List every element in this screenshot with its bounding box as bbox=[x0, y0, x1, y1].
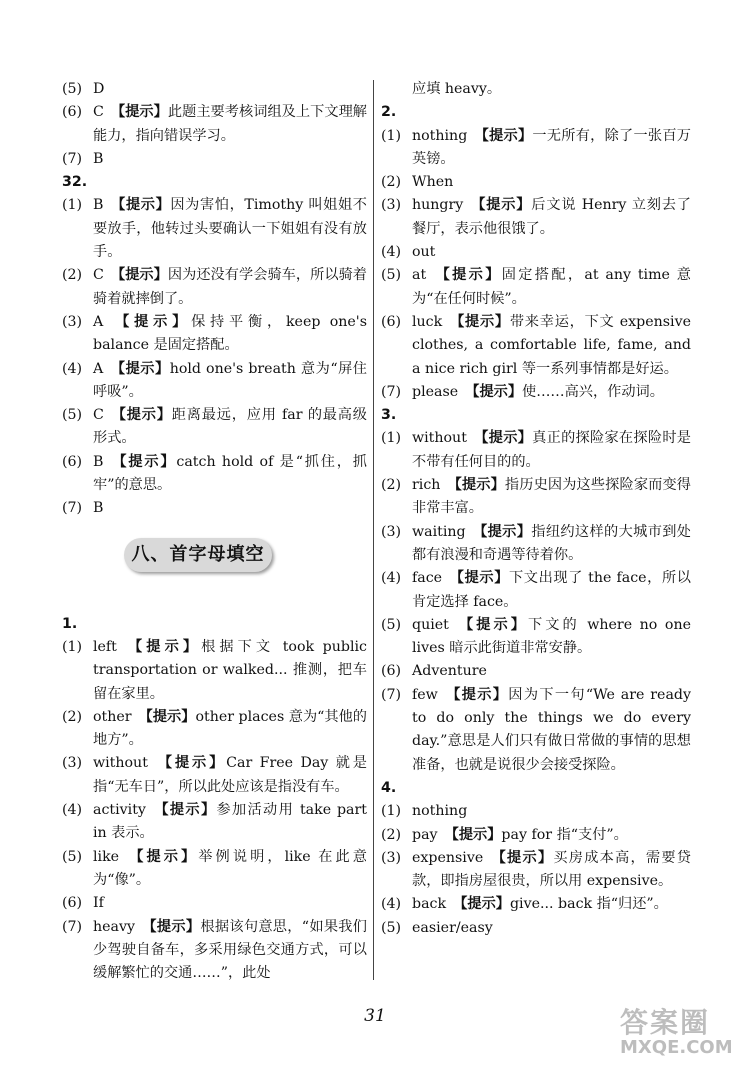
answer-body bbox=[412, 427, 691, 474]
tip-text: Car Free Day 就是指“无车日”，所以此处应该是指没有车。 bbox=[93, 755, 367, 795]
tip-text: 因为下一句“We are ready to do only the things we do every day.”意思是人们只有做日常做的事情的思想准备，也就是说很少会接受探险。 bbox=[412, 686, 691, 773]
answer-number: (4) bbox=[381, 244, 402, 261]
answer-value: luck bbox=[412, 313, 443, 330]
answer-number: (4) bbox=[381, 570, 402, 587]
answer-body bbox=[412, 125, 691, 172]
answer-body bbox=[412, 521, 691, 568]
tip-text: 一无所有，除了一张百万英镑。 bbox=[412, 127, 691, 167]
answer-body bbox=[93, 194, 367, 264]
answer-value: face bbox=[412, 570, 443, 587]
answer-item bbox=[381, 660, 691, 683]
answer-body bbox=[412, 474, 691, 521]
watermark-logo-text: 答案圈 bbox=[620, 1006, 711, 1039]
answer-number: (7) bbox=[381, 686, 402, 703]
tip-label: 【提示】 bbox=[110, 453, 177, 470]
answer-number: (5) bbox=[62, 848, 83, 865]
answer-number: (1) bbox=[62, 197, 83, 214]
answer-number: (6) bbox=[62, 895, 83, 912]
tip-text: 指历史因为这些探险家而变得非常丰富。 bbox=[412, 477, 691, 517]
answer-value: pay bbox=[412, 826, 438, 843]
answer-number: (6) bbox=[62, 453, 83, 470]
tip-text: 下文的 where no one lives 暗示此街道非常安静。 bbox=[412, 616, 691, 657]
answer-number: (7) bbox=[381, 383, 402, 400]
answer-value: rich bbox=[412, 477, 441, 494]
answer-number: (7) bbox=[62, 500, 83, 517]
tip-text: pay for 指“支付”。 bbox=[501, 826, 628, 843]
passage-2-answers bbox=[381, 125, 691, 405]
answer-body bbox=[412, 311, 691, 381]
answer-number: (5) bbox=[381, 616, 402, 633]
answer-item bbox=[381, 311, 691, 381]
tip-label: 【提示】 bbox=[449, 570, 509, 587]
answer-body bbox=[412, 893, 691, 916]
tip-label: 【提示】 bbox=[474, 430, 533, 447]
answer-item bbox=[381, 427, 691, 474]
tip-label: 【提示】 bbox=[470, 197, 532, 214]
passage-3-answers bbox=[381, 427, 691, 776]
tip-text: 指纽约这样的大城市到处都有浪漫和奇遇等待着你。 bbox=[412, 523, 691, 563]
answer-body bbox=[93, 916, 367, 986]
answer-item bbox=[62, 404, 367, 451]
answer-number: (4) bbox=[62, 360, 83, 377]
answer-number: (6) bbox=[381, 313, 402, 330]
tip-label: 【提示】 bbox=[444, 686, 509, 703]
answer-number: (2) bbox=[62, 708, 83, 725]
answer-item bbox=[62, 148, 367, 171]
answer-item bbox=[62, 752, 367, 799]
tip-text: 此题主要考核词组及上下文理解能力，指向错误学习。 bbox=[93, 104, 367, 144]
answer-item bbox=[62, 846, 367, 893]
tip-text: 举例说明，like 在此意为“像”。 bbox=[93, 848, 367, 888]
answer-number: (4) bbox=[62, 802, 83, 819]
answer-body bbox=[412, 917, 691, 940]
answer-item bbox=[62, 78, 367, 101]
answer-number: (7) bbox=[62, 150, 83, 167]
tip-label: 【提示】 bbox=[433, 267, 502, 284]
answer-number: (6) bbox=[62, 104, 83, 121]
tip-label: 【提示】 bbox=[472, 523, 532, 540]
answer-number: (2) bbox=[62, 267, 83, 284]
answer-body bbox=[412, 660, 691, 683]
answer-item bbox=[381, 614, 691, 661]
answer-value: back bbox=[412, 896, 447, 913]
answer-value: nothing bbox=[412, 127, 468, 144]
answer-value: C bbox=[93, 407, 104, 424]
answer-number: (5) bbox=[381, 267, 402, 284]
answer-body bbox=[93, 752, 367, 799]
tip-text: 真正的探险家在探险时是不带有任何目的的。 bbox=[412, 430, 691, 470]
answer-number: (3) bbox=[381, 849, 402, 866]
watermark-url: MXQE.COM bbox=[620, 1037, 733, 1058]
tip-label: 【提示】 bbox=[110, 104, 168, 121]
answer-item bbox=[381, 684, 691, 777]
passage-1-continuation: 应填 heavy。 bbox=[412, 81, 502, 97]
answer-body bbox=[93, 148, 367, 171]
answer-body bbox=[412, 800, 691, 823]
answer-number: (5) bbox=[62, 407, 83, 424]
tip-text: catch hold of 是“抓住，抓牢”的意思。 bbox=[93, 453, 367, 494]
answer-item bbox=[62, 358, 367, 405]
answer-number: (2) bbox=[381, 477, 402, 494]
answer-item bbox=[62, 264, 367, 311]
answer-value: at bbox=[412, 267, 427, 284]
answer-item bbox=[381, 567, 691, 614]
answer-number: (1) bbox=[381, 430, 402, 447]
section-heading-area bbox=[62, 521, 367, 595]
answer-item bbox=[62, 497, 367, 520]
answer-value: activity bbox=[93, 802, 146, 819]
question-32-label: 32. bbox=[62, 174, 88, 191]
tip-text: 带来幸运，下文 expensive clothes, a comfortable life, fame, and a nice rich girl 等一系列事情都是好运。 bbox=[412, 313, 691, 377]
answer-item bbox=[381, 474, 691, 521]
tip-text: 后文说 Henry 立刻去了餐厅，表示他很饿了。 bbox=[412, 197, 691, 237]
answer-body bbox=[93, 404, 367, 451]
answer-item bbox=[381, 917, 691, 940]
watermark-logo bbox=[620, 1008, 745, 1060]
answer-item bbox=[62, 636, 367, 706]
answer-body bbox=[93, 451, 367, 498]
answer-value: Adventure bbox=[412, 663, 487, 680]
answer-value: without bbox=[412, 430, 467, 447]
answer-number: (5) bbox=[381, 919, 402, 936]
answer-item bbox=[62, 194, 367, 264]
answer-value: other bbox=[93, 708, 132, 725]
tip-label: 【提示】 bbox=[465, 383, 523, 400]
answer-number: (1) bbox=[381, 803, 402, 820]
answer-body bbox=[93, 706, 367, 753]
answer-item bbox=[62, 451, 367, 498]
tip-label: 【提示】 bbox=[110, 407, 172, 424]
answer-value: A bbox=[93, 313, 104, 330]
answer-number: (3) bbox=[62, 755, 83, 772]
answer-value: When bbox=[412, 174, 454, 191]
answer-number: (1) bbox=[62, 638, 83, 655]
answer-item bbox=[62, 101, 367, 148]
answer-body bbox=[412, 847, 691, 894]
tip-label: 【提示】 bbox=[110, 267, 168, 284]
answer-value: without bbox=[93, 755, 148, 772]
section-title-badge: 八、首字母填空 bbox=[124, 538, 272, 572]
answer-item bbox=[381, 241, 691, 264]
answer-body bbox=[93, 846, 367, 893]
tip-text: 根据下文 took public transportation or walked... 推测，把车留在家里。 bbox=[93, 638, 367, 702]
tip-text: 下文出现了 the face，所以肯定选择 face。 bbox=[412, 570, 691, 610]
page-number: 31 bbox=[364, 1006, 386, 1026]
tip-label: 【提示】 bbox=[110, 360, 170, 377]
answer-value: like bbox=[93, 848, 120, 865]
answer-item bbox=[62, 799, 367, 846]
answer-value: please bbox=[412, 383, 459, 400]
tip-text: 根据该句意思，“如果我们少驾驶自备车，多采用绿色交通方式，可以缓解繁忙的交通……”，此处 bbox=[93, 918, 367, 982]
tip-label: 【提示】 bbox=[123, 638, 202, 655]
answer-value: expensive bbox=[412, 849, 484, 866]
answer-value: quiet bbox=[412, 616, 449, 633]
answer-value: heavy bbox=[93, 918, 136, 935]
answer-body bbox=[412, 614, 691, 661]
answer-item bbox=[381, 171, 691, 194]
tip-label: 【提示】 bbox=[110, 313, 192, 330]
answer-number: (6) bbox=[381, 663, 402, 680]
answer-item bbox=[62, 916, 367, 986]
answer-body bbox=[93, 78, 367, 101]
tip-text: give... back 指“归还”。 bbox=[509, 896, 668, 913]
column-divider bbox=[373, 80, 374, 980]
tip-text: 买房成本高，需要贷款，即指房屋很贵，所以用 expensive。 bbox=[412, 849, 691, 890]
answer-number: (4) bbox=[381, 896, 402, 913]
answer-body bbox=[412, 381, 691, 404]
answer-body bbox=[412, 194, 691, 241]
answer-number: (5) bbox=[62, 81, 83, 97]
answer-value: A bbox=[93, 360, 104, 377]
passage-4-answers bbox=[381, 800, 691, 940]
answer-body bbox=[93, 264, 367, 311]
tip-label: 【提示】 bbox=[138, 708, 196, 725]
tip-label: 【提示】 bbox=[455, 616, 528, 633]
tip-text: 距离最远，应用 far 的最高级形式。 bbox=[93, 407, 367, 447]
answer-number: (2) bbox=[381, 826, 402, 843]
answer-item bbox=[381, 800, 691, 823]
answer-number: (3) bbox=[381, 523, 402, 540]
question-32-answers bbox=[62, 194, 367, 520]
tip-label: 【提示】 bbox=[153, 802, 217, 819]
tip-label: 【提示】 bbox=[453, 896, 510, 913]
tip-label: 【提示】 bbox=[490, 849, 554, 866]
answer-body bbox=[93, 892, 367, 915]
answer-item bbox=[381, 264, 691, 311]
answer-item bbox=[62, 706, 367, 753]
answer-body bbox=[412, 264, 691, 311]
tip-label: 【提示】 bbox=[110, 197, 171, 214]
answer-item bbox=[381, 521, 691, 568]
answer-number: (3) bbox=[62, 313, 83, 330]
answer-value: C bbox=[93, 104, 104, 121]
answer-value: nothing bbox=[412, 803, 468, 820]
answer-value: If bbox=[93, 895, 104, 912]
answer-value: B bbox=[93, 150, 104, 167]
answer-item bbox=[62, 892, 367, 915]
answer-value: waiting bbox=[412, 523, 466, 540]
answer-body bbox=[93, 799, 367, 846]
answer-item bbox=[381, 194, 691, 241]
answer-item bbox=[62, 311, 367, 358]
answer-body bbox=[93, 311, 367, 358]
answer-group-31-tail bbox=[62, 78, 367, 171]
tip-text: 参加活动用 take part in 表示。 bbox=[93, 802, 367, 842]
tip-text: 因为还没有学会骑车，所以骑着骑着就摔倒了。 bbox=[93, 267, 367, 307]
answer-number: (2) bbox=[381, 174, 402, 191]
right-column bbox=[381, 78, 691, 940]
answer-value: easier/easy bbox=[412, 919, 493, 936]
answer-item bbox=[381, 125, 691, 172]
answer-value: hungry bbox=[412, 197, 464, 214]
answer-body bbox=[93, 636, 367, 706]
tip-label: 【提示】 bbox=[155, 755, 227, 772]
answer-body bbox=[93, 497, 367, 520]
answer-number: (1) bbox=[381, 127, 402, 144]
answer-body bbox=[412, 824, 691, 847]
answer-value: out bbox=[412, 244, 436, 261]
tip-text: 固定搭配，at any time 意为“在任何时候”。 bbox=[412, 267, 691, 307]
answer-body bbox=[412, 241, 691, 264]
answer-item bbox=[381, 381, 691, 404]
tip-text: 因为害怕，Timothy 叫姐姐不要放手，他转过头要确认一下姐姐有没有放手。 bbox=[93, 197, 367, 261]
passage-1-answers bbox=[62, 636, 367, 985]
answer-item bbox=[381, 893, 691, 916]
answer-body bbox=[412, 684, 691, 777]
tip-text: other places 意为“其他的地方”。 bbox=[93, 708, 367, 749]
answer-value: left bbox=[93, 638, 117, 655]
passage-3-label: 3. bbox=[381, 407, 397, 424]
answer-number: (7) bbox=[62, 918, 83, 935]
tip-label: 【提示】 bbox=[449, 313, 510, 330]
answer-value: few bbox=[412, 686, 438, 703]
tip-label: 【提示】 bbox=[444, 826, 502, 843]
answer-item bbox=[381, 824, 691, 847]
tip-label: 【提示】 bbox=[126, 848, 199, 865]
answer-value: B bbox=[93, 500, 104, 517]
tip-text: 保持平衡，keep one's balance 是固定搭配。 bbox=[93, 313, 367, 354]
answer-value: D bbox=[93, 81, 105, 97]
answer-value: B bbox=[93, 197, 104, 214]
left-column bbox=[62, 78, 367, 985]
tip-label: 【提示】 bbox=[447, 477, 505, 494]
answer-body bbox=[93, 101, 367, 148]
answer-body bbox=[412, 567, 691, 614]
passage-2-label: 2. bbox=[381, 104, 397, 121]
answer-number: (3) bbox=[381, 197, 402, 214]
tip-label: 【提示】 bbox=[142, 918, 201, 935]
passage-4-label: 4. bbox=[381, 779, 397, 796]
answer-value: C bbox=[93, 267, 104, 284]
tip-text: 使……高兴，作动词。 bbox=[522, 383, 664, 400]
passage-1-label: 1. bbox=[62, 615, 78, 632]
tip-label: 【提示】 bbox=[474, 127, 533, 144]
answer-value: B bbox=[93, 453, 104, 470]
answer-body bbox=[412, 171, 691, 194]
answer-body bbox=[93, 358, 367, 405]
tip-text: hold one's breath 意为“屏住呼吸”。 bbox=[93, 360, 367, 400]
answer-item bbox=[381, 847, 691, 894]
